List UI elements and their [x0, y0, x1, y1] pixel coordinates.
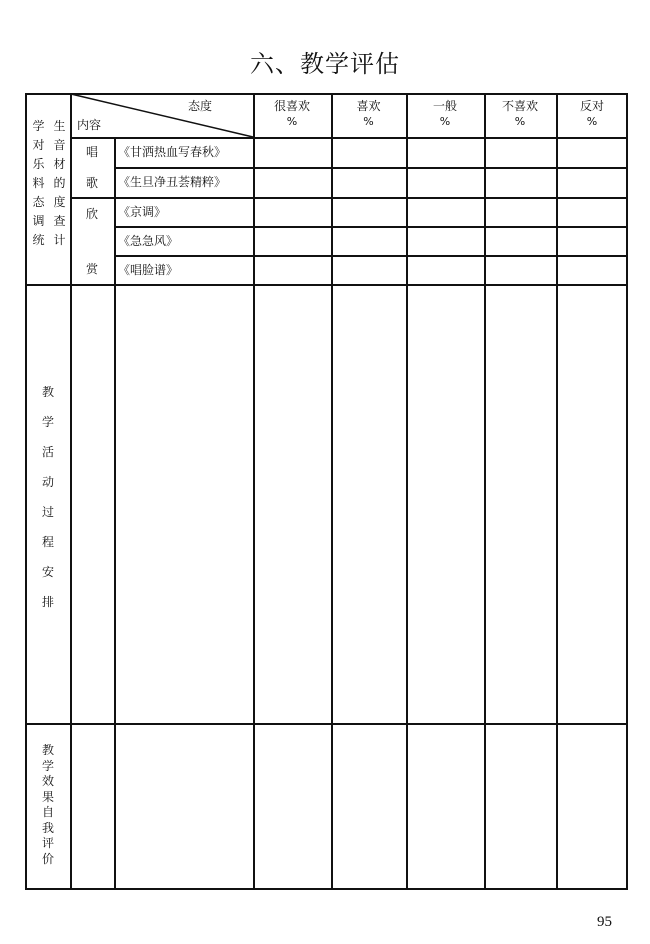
column-unit: % — [514, 115, 526, 128]
label-char: 统 — [32, 233, 45, 247]
column-unit: % — [286, 115, 298, 128]
column-unit: % — [586, 115, 598, 128]
song-title: 《甘洒热血写春秋》 — [118, 145, 227, 159]
label-char: 态 — [32, 195, 45, 209]
label-char: 自 — [41, 805, 54, 819]
column-unit: % — [439, 115, 451, 128]
label-char: 过 — [41, 505, 54, 519]
label-char: 学 — [41, 758, 54, 773]
corner-header-content: 内容 — [77, 118, 102, 132]
column-label: 不喜欢 — [501, 99, 538, 113]
song-title: 《生旦净丑荟精粹》 — [118, 175, 227, 189]
corner-header-attitude: 态度 — [188, 99, 213, 113]
label-char: 查 — [53, 214, 66, 228]
column-header-dislike — [484, 99, 556, 129]
category-singing-char-2: 歌 — [86, 176, 99, 190]
label-char: 价 — [41, 851, 54, 866]
teaching-process-content-area — [71, 286, 628, 723]
label-char: 教 — [41, 385, 54, 399]
label-char: 评 — [41, 836, 54, 850]
column-header-neutral — [406, 99, 484, 129]
section-label-self-evaluation — [26, 743, 70, 867]
column-label: 反对 — [579, 99, 604, 113]
label-char: 度 — [53, 195, 66, 209]
song-title: 《京调》 — [118, 205, 167, 219]
page-title: 六、教学评估 — [250, 50, 400, 78]
song-title: 《唱脸谱》 — [118, 263, 179, 277]
label-char: 乐 — [32, 157, 45, 171]
category-appreciation-char-1: 欣 — [86, 207, 99, 221]
label-char: 学 — [41, 415, 54, 429]
label-char: 程 — [41, 535, 54, 549]
label-char: 材 — [53, 157, 66, 171]
label-char: 动 — [41, 475, 54, 489]
column-header-very-like — [253, 99, 331, 129]
label-char: 学 — [32, 119, 45, 133]
self-evaluation-content-area — [71, 725, 628, 890]
label-char: 对 — [32, 138, 45, 152]
column-header-oppose — [556, 99, 628, 129]
label-char: 排 — [41, 595, 54, 609]
song-title: 《急急风》 — [118, 234, 179, 248]
label-char: 教 — [41, 743, 54, 757]
label-char: 果 — [41, 789, 54, 804]
label-char: 生 — [53, 119, 66, 133]
section-label-attitude-survey — [28, 118, 70, 248]
column-header-like — [331, 99, 406, 129]
label-char: 我 — [41, 820, 54, 835]
survey-value-cells — [254, 138, 628, 284]
column-label: 一般 — [432, 99, 457, 113]
label-char: 的 — [53, 176, 66, 190]
column-label: 喜欢 — [356, 99, 381, 113]
category-singing-char-1: 唱 — [86, 145, 99, 159]
section-label-teaching-process — [26, 384, 70, 610]
column-unit: % — [363, 115, 374, 128]
label-char: 计 — [53, 233, 66, 247]
label-char: 音 — [53, 138, 66, 152]
label-char: 效 — [41, 774, 54, 788]
label-char: 调 — [32, 214, 45, 228]
page-number: 95 — [597, 914, 612, 930]
category-appreciation-char-2: 赏 — [86, 262, 99, 276]
column-label: 很喜欢 — [273, 99, 310, 113]
label-char: 安 — [41, 565, 54, 579]
label-char: 料 — [32, 176, 45, 190]
label-char: 活 — [41, 445, 54, 459]
